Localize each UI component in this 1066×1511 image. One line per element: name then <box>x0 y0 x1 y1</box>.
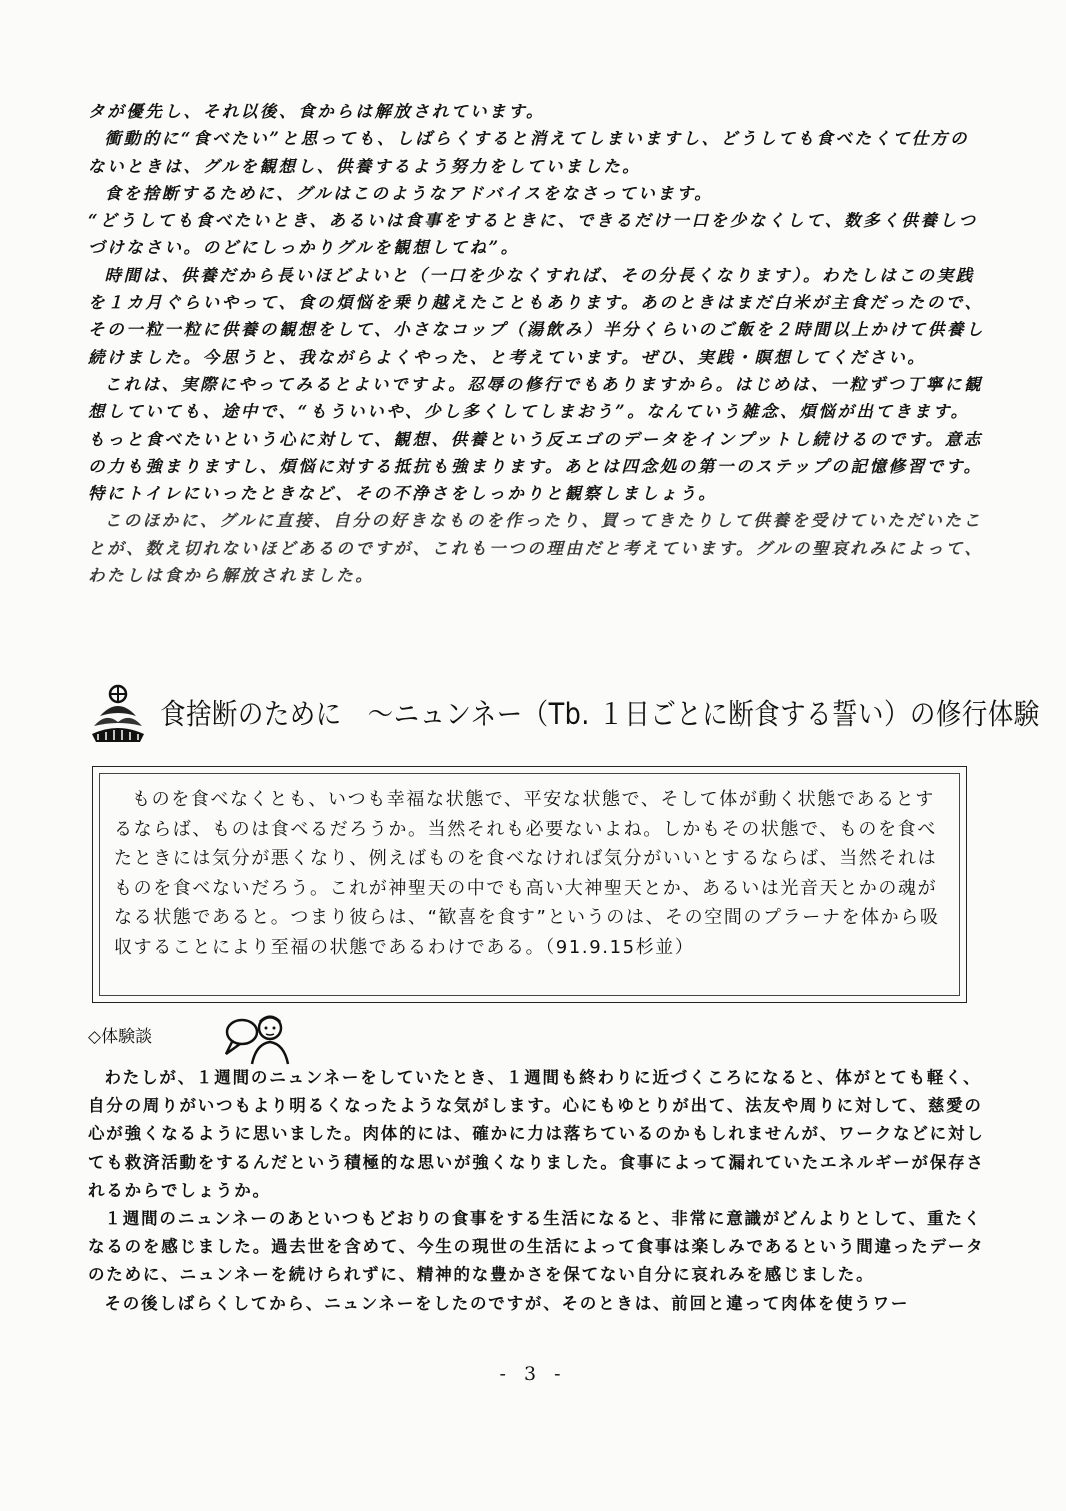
intro-paragraph-1: タが優先し、それ以後、食からは解放されています。 <box>88 102 546 121</box>
section-title: 食捨断のために ～ニュンネー（Tb. １日ごとに断食する誓い）の修行体験 <box>160 697 1040 731</box>
experience-text <box>88 1064 986 1318</box>
intro-text <box>88 98 988 589</box>
intro-paragraph-5: 時間は、供養だから長いほどよいと（一口を少なくすれば、その分長くなります）。わたしはこの実践を１カ月ぐらいやって、食の煩悩を乗り越えたこともあります。あのときはまだ白米が主食だったので、その一粒一粒に供養の観想をして、小さなコップ（湯飲み）半分くらいのご飯を２時間以上かけて供養し続けました。今思うと、我ながらよくやった、と考えています。ぜひ、実践・瞑想してください。 <box>88 265 986 367</box>
guru-quote-text: ものを食べなくとも、いつも幸福な状態で、平安な状態で、そして体が動く状態であるとするならば、ものは食べるだろうか。当然それも必要ないよね。しかもその状態で、ものを食べたときには気分が悪くなり、例えばものを食べなければ気分がいいとするならば、当然それはものを食べないだろう。これが神聖天の中でも高い大神聖天とか、あるいは光音天とかの魂がなる状態であると。つまり彼らは、“歓喜を食す”というのは、その空間のプラーナを体から吸収することにより至福の状態であるわけである。（91.9.15杉並） <box>114 789 940 958</box>
speaker-talking-icon <box>222 1008 290 1066</box>
experience-paragraph-3: その後しばらくしてから、ニュンネーをしたのですが、そのときは、前回と違って肉体を使うワー <box>104 1293 910 1313</box>
lotus-emblem-icon <box>86 682 150 746</box>
intro-paragraph-3: 食を捨断するために、グルはこのようなアドバイスをなさっています。 <box>104 183 714 203</box>
intro-paragraph-4: “どうしても食べたいとき、あるいは食事をするときに、できるだけ一口を少なくして、数多く供養しつづけなさい。のどにしっかりグルを観想してね”。 <box>88 211 978 258</box>
intro-paragraph-2: 衝動的に“食べたい”と思っても、しばらくすると消えてしまいますし、どうしても食べたくて仕方のないときは、グルを観想し、供養するよう努力をしていました。 <box>88 129 970 176</box>
intro-paragraph-7: このほかに、グルに直接、自分の好きなものを作ったり、買ってきたりして供養を受けていただいたことが、数え切れないほどあるのですが、これも一つの理由だと考えています。グルの聖哀れみによって、わたしは食から解放されました。 <box>88 511 984 586</box>
experience-heading: ◇体験談 <box>88 1027 153 1047</box>
section-heading <box>86 682 1040 746</box>
guru-quote-box <box>92 766 967 1003</box>
page-number: - 3 - <box>499 1363 567 1385</box>
experience-paragraph-1: わたしが、１週間のニュンネーをしていたとき、１週間も終わりに近づくころになると、体がとても軽く、自分の周りがいつもより明るくなったような気がします。心にもゆとりが出て、法友や周りに対して、慈愛の心が強くなるように思いました。肉体的には、確かに力は落ちているのかもしれませんが、ワークなどに対しても救済活動をするんだという積極的な思いが強くなりました。食事によって漏れていたエネルギーが保存されるからでしょうか。 <box>88 1068 985 1200</box>
intro-paragraph-6: これは、実際にやってみるとよいですよ。忍辱の修行でもありますから。はじめは、一粒ずつ丁寧に観想していても、途中で、“もういいや、少し多くしてしまおう”。なんていう雑念、煩悩が出てきます。もっと食べたいという心に対して、観想、供養という反エゴのデータをインプットし続けるのです。意志の力も強まりますし、煩悩に対する抵抗も強まります。あとは四念処の第一のステップの記憶修習です。特にトイレにいったときなど、その不浄さをしっかりと観察しましょう。 <box>88 374 984 504</box>
experience-paragraph-2: １週間のニュンネーのあといつもどおりの食事をする生活になると、非常に意識がどんよりとして、重たくなるのを感じました。過去世を含めて、今生の現世の生活によって食事は楽しみであるという間違ったデータのために、ニュンネーを続けられずに、精神的な豊かさを保てない自分に哀れみを感じました。 <box>88 1209 985 1285</box>
